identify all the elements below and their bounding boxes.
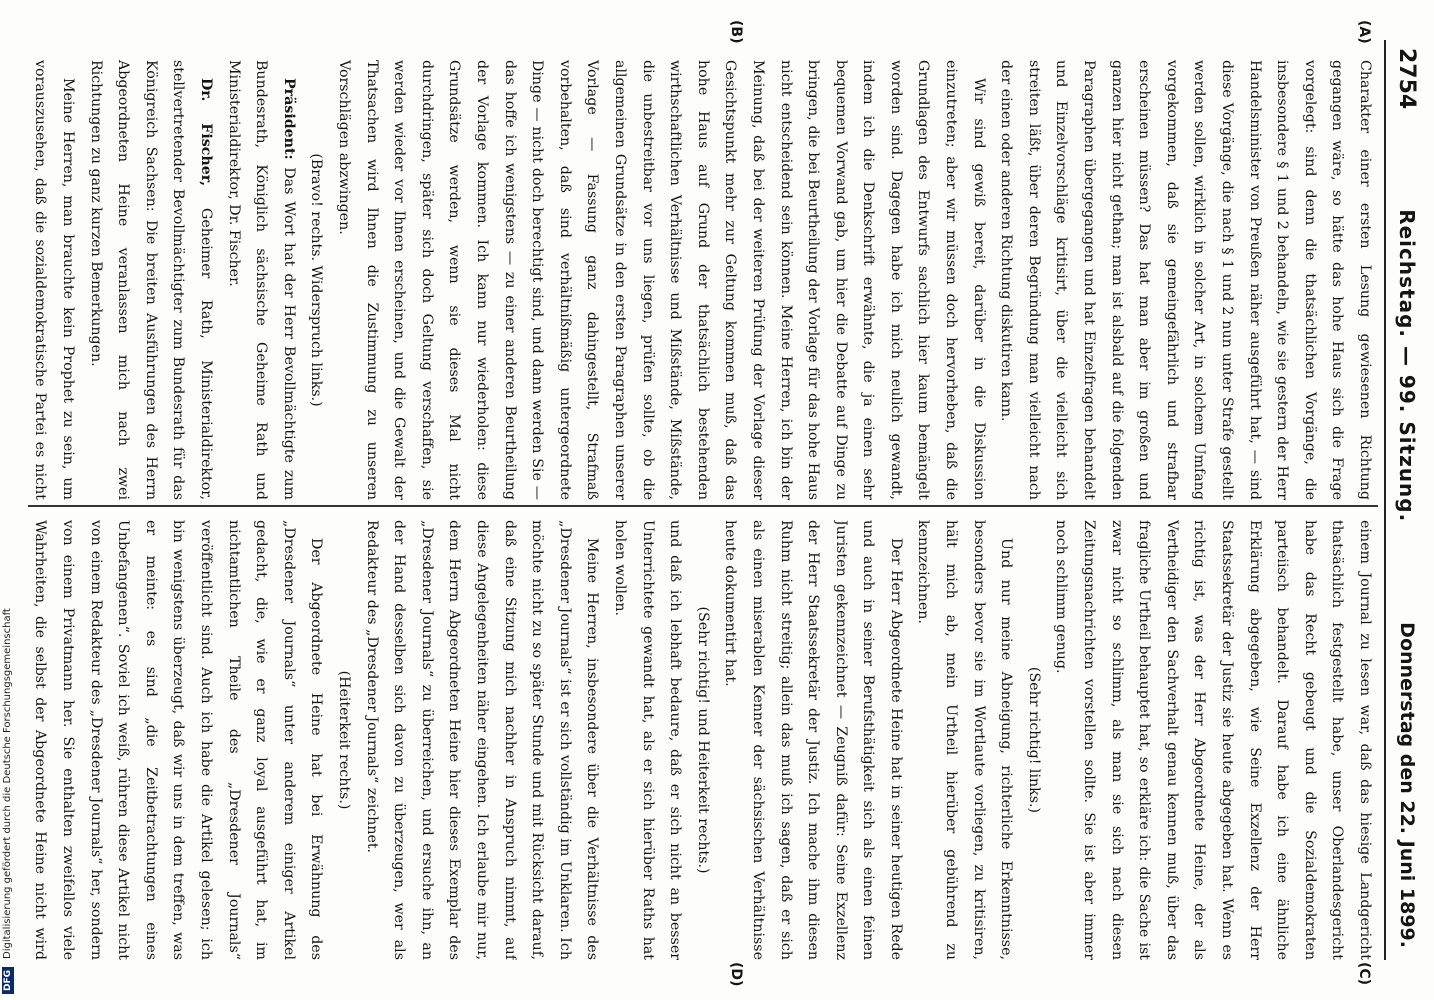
speaker-name: Präsident:: [280, 78, 297, 168]
margin-mark-c: (C): [1356, 962, 1372, 986]
paragraph-text: Und nur meine Abneigung, richterliche Erkenntnisse, besonders bevor sie im Wortlaute vorliegen, zu kritisiren, hält mich ab, mein Urtheil hierüber gebührend zu kennzeichnen.: [915, 520, 1015, 960]
left-column: [28, 60, 1378, 500]
speaker-name: Dr. Fischer,: [198, 78, 215, 209]
header-date: Donnerstag den 22. Juni 1899.: [1396, 622, 1418, 948]
paragraph-text: Wir sind gewiß bereit, darüber in die Diskussion einzutreten; aber wir müssen doch hervorheben, daß die Grundlagen des Entwurfs sachlich hier kaum bemängelt worden sind. Dagegen habe ich mich neulich gewandt, indem ich die Denkschrift erwähnte, die ja einen sehr bequemen Vorwand gab, um hier die Debatte auf Dinge zu bringen, die bei Beurtheilung der Vorlage für das hohe Haus nicht entscheidend sein können. Meine Herren, ich bin der Meinung, daß bei der weiteren Prüfung der Vorlage dieser Gesichtspunkt mehr zur Geltung kommen muß, daß das hohe Haus auf Grund der thatsächlich bestehenden wirthschaftlichen Verhältnisse und Mißstände, Mißstände, die unbestreitbar vor uns liegen, prüfen sollte, ob die allgemeinen Grundsätze in den ersten Paragraphen unserer Vorlage — Fassung ganz dahingestellt, Strafmaß vorbehalten, daß sind verhältnißmäßig untergeordnete Dinge — nicht doch berechtigt sind, und dann werden Sie — das hoffe ich wenigstens — zu einer anderen Beurtheilung der Vorlage kommen. Ich kann nur wiederholen: diese Grundsätze werden, wenn sie dieses Mal nicht durchdringen, später sich doch Geltung verschaffen, sie werden wieder vor Ihnen erscheinen, und die Gewalt der Thatsachen wird Ihnen die Zustimmung zu unseren Vorschlägen abzwingen.: [336, 60, 987, 500]
header-title: Reichstag. — 99. Sitzung.: [1395, 209, 1419, 523]
footer-text: Digitalisierung gefördert durch die Deutsche Forschungsgemeinschaft: [2, 608, 13, 959]
paragraph: [1047, 520, 1378, 960]
paragraph: [28, 60, 81, 500]
dfg-logo: DFG: [2, 967, 14, 994]
paragraph: [688, 520, 716, 960]
paragraph: [716, 520, 909, 960]
paragraph: [81, 60, 219, 500]
margin-mark-a: (A): [1356, 20, 1372, 44]
paragraph-text: (Heiterkeit rechts.): [336, 670, 353, 810]
page-number: 2754: [1394, 48, 1420, 110]
paragraph: [329, 60, 991, 500]
paragraph-text: Das Wort hat der Herr Bevollmächtigte zum Bundesrath, Königlich sächsische Geheime Rath und Ministerialdirektor, Dr. Fischer.: [225, 60, 297, 500]
column-divider: [28, 505, 1378, 507]
paragraph-text: Meine Herren, man brauchte kein Prophet zu sein, um vorauszusehen, daß die sozialdemokratische Partei es nicht: [32, 60, 77, 500]
margin-mark-d: (D): [728, 962, 744, 987]
header-rule: [1384, 40, 1386, 960]
paragraph: [909, 520, 1019, 960]
page-header: [1390, 48, 1424, 948]
paragraph: [28, 520, 329, 960]
paragraph-text: (Bravo! rechts. Widerspruch links.): [308, 153, 325, 407]
paragraph-text: Charakter einer ersten Lesung gewiesenen Richtung gegangen wäre, so hätte das hohe Haus sich die Frage vorgelegt: sind denn die thatsächlichen Vorgänge, die insbesondere § 1 und 2 behandeln, wie sie gestern der Herr Handelsminister von Preußen näher ausgeführt hat, — sind diese Vorgänge, die nach § 1 und 2 nun unter Strafe gestellt werden sollen, wirklich in solcher Art, in solchem Umfang vorgekommen, daß sie gemeingefährlich und strafbar erscheinen müssen? Das hat man aber im großen und ganzen hier nicht gethan; man ist alsbald auf die folgenden Paragraphen übergegangen und hat Einzelfragen behandelt und Einzelvorschläge kritisirt, über die vielleicht sich streiten läßt, über deren Begründung man vielleicht nach der einen oder anderen Richtung diskutiren kann.: [998, 60, 1373, 500]
paragraph-text: Der Herr Abgeordnete Heine hat in seiner heutigen Rede und auch in seiner Berufsthätigkeit sich als einen feinen Juristen gekennzeichnet — Zeugniß dafür: Seine Exzellenz der Herr Staatssekretär der Justiz. Ich mache ihm diesen Ruhm nicht streitig; allein das muß ich sagen, daß er sich als einen miserablen Kenner der sächsischen Verhältnisse heute dokumentirt hat.: [722, 520, 904, 960]
paragraph: [219, 60, 302, 500]
paragraph: [992, 60, 1378, 500]
paragraph-text: und daß ich lebhaft bedaure, daß er sich nicht an besser Unterrichtete gewandt hat, als er sich hierüber Raths hat holen wollen.: [611, 520, 684, 960]
digitization-footer: [2, 4, 14, 994]
margin-mark-b: (B): [728, 20, 744, 44]
paragraph: [329, 520, 357, 960]
right-column: [28, 520, 1378, 960]
paragraph-text: Meine Herren, insbesondere über die Verhältnisse des „Dresdener Journals“ ist er sich vollständig im Unklaren. Ich möchte nicht zu so später Stunde und mit Rücksicht darauf, daß eine Sitzung mich nachher in Anspruch nimmt, auf diese Angelegenheiten näher eingehen. Ich erlaube mir nur, dem Herrn Abgeordneten Heine hier dieses Exemplar des „Dresdener Journals“ zu überreichen, und ersuche ihn, an der Hand desselben sich davon zu überzeugen, wer als Redakteur des „Dresdener Journals“ zeichnet.: [363, 520, 601, 960]
paragraph: [302, 60, 330, 500]
paragraph-text: (Sehr richtig! links.): [1025, 666, 1042, 814]
paragraph: [1019, 520, 1047, 960]
paragraph-text: (Sehr richtig! und Heiterkeit rechts.): [694, 606, 711, 874]
paragraph-text: Geheimer Rath, Ministerialdirektor, stellvertretender Bevollmächtigter zum Bundesrath für das Königreich Sachsen: Die breiten Ausführungen des Herrn Abgeordneten Heine veranlassen mich nach zwei Richtungen zu ganz kurzen Bemerkungen.: [87, 60, 215, 500]
paragraph: [357, 520, 605, 960]
paragraph: [605, 520, 688, 960]
paragraph-text: Der Abgeordnete Heine hat bei Erwähnung des „Dresdener Journals“ unter anderem einiger Artikel gedacht, die, wie er ganz loyal ausgeführt hat, im nichtamtlichen Theile des „Dresdener Journals“ veröffentlicht sind. Auch ich habe die Artikel gelesen; ich bin wenigstens überzeugt, daß wir uns in dem treffen, was er meinte: es sind „die Zeitbetrachtungen eines Unbefangenen“. Soviel ich weiß, rühren diese Artikel nicht von einem Redakteur des „Dresdener Journals“ her, sondern von einem Privatmann her. Sie enthalten zweifellos viele Wahrheiten, die selbst der Abgeordnete Heine nicht wird: [32, 520, 325, 960]
paragraph-text: einem Journal zu lesen war, daß das hiesige Landgericht thatsächlich festgestellt habe, unser Oberlandesgericht habe das Recht gebeugt und die Sozialdemokraten parteiisch behandelt. Darauf habe ich eine ähnliche Erklärung abgegeben, wie Seine Exzellenz der Herr Staatssekretär der Justiz sie heute abgegeben hat. Wenn es richtig ist, was der Herr Abgeordnete Heine, der als Vertheidiger den Sachverhalt genau kennen muß, über das fragliche Urtheil behauptet hat, so erkläre ich: die Sache ist zwar nicht so schlimm, als man sie sich nach diesen Zeitungsnachrichten vorstellen sollte. Sie ist aber immer noch schlimm genug.: [1053, 520, 1373, 960]
